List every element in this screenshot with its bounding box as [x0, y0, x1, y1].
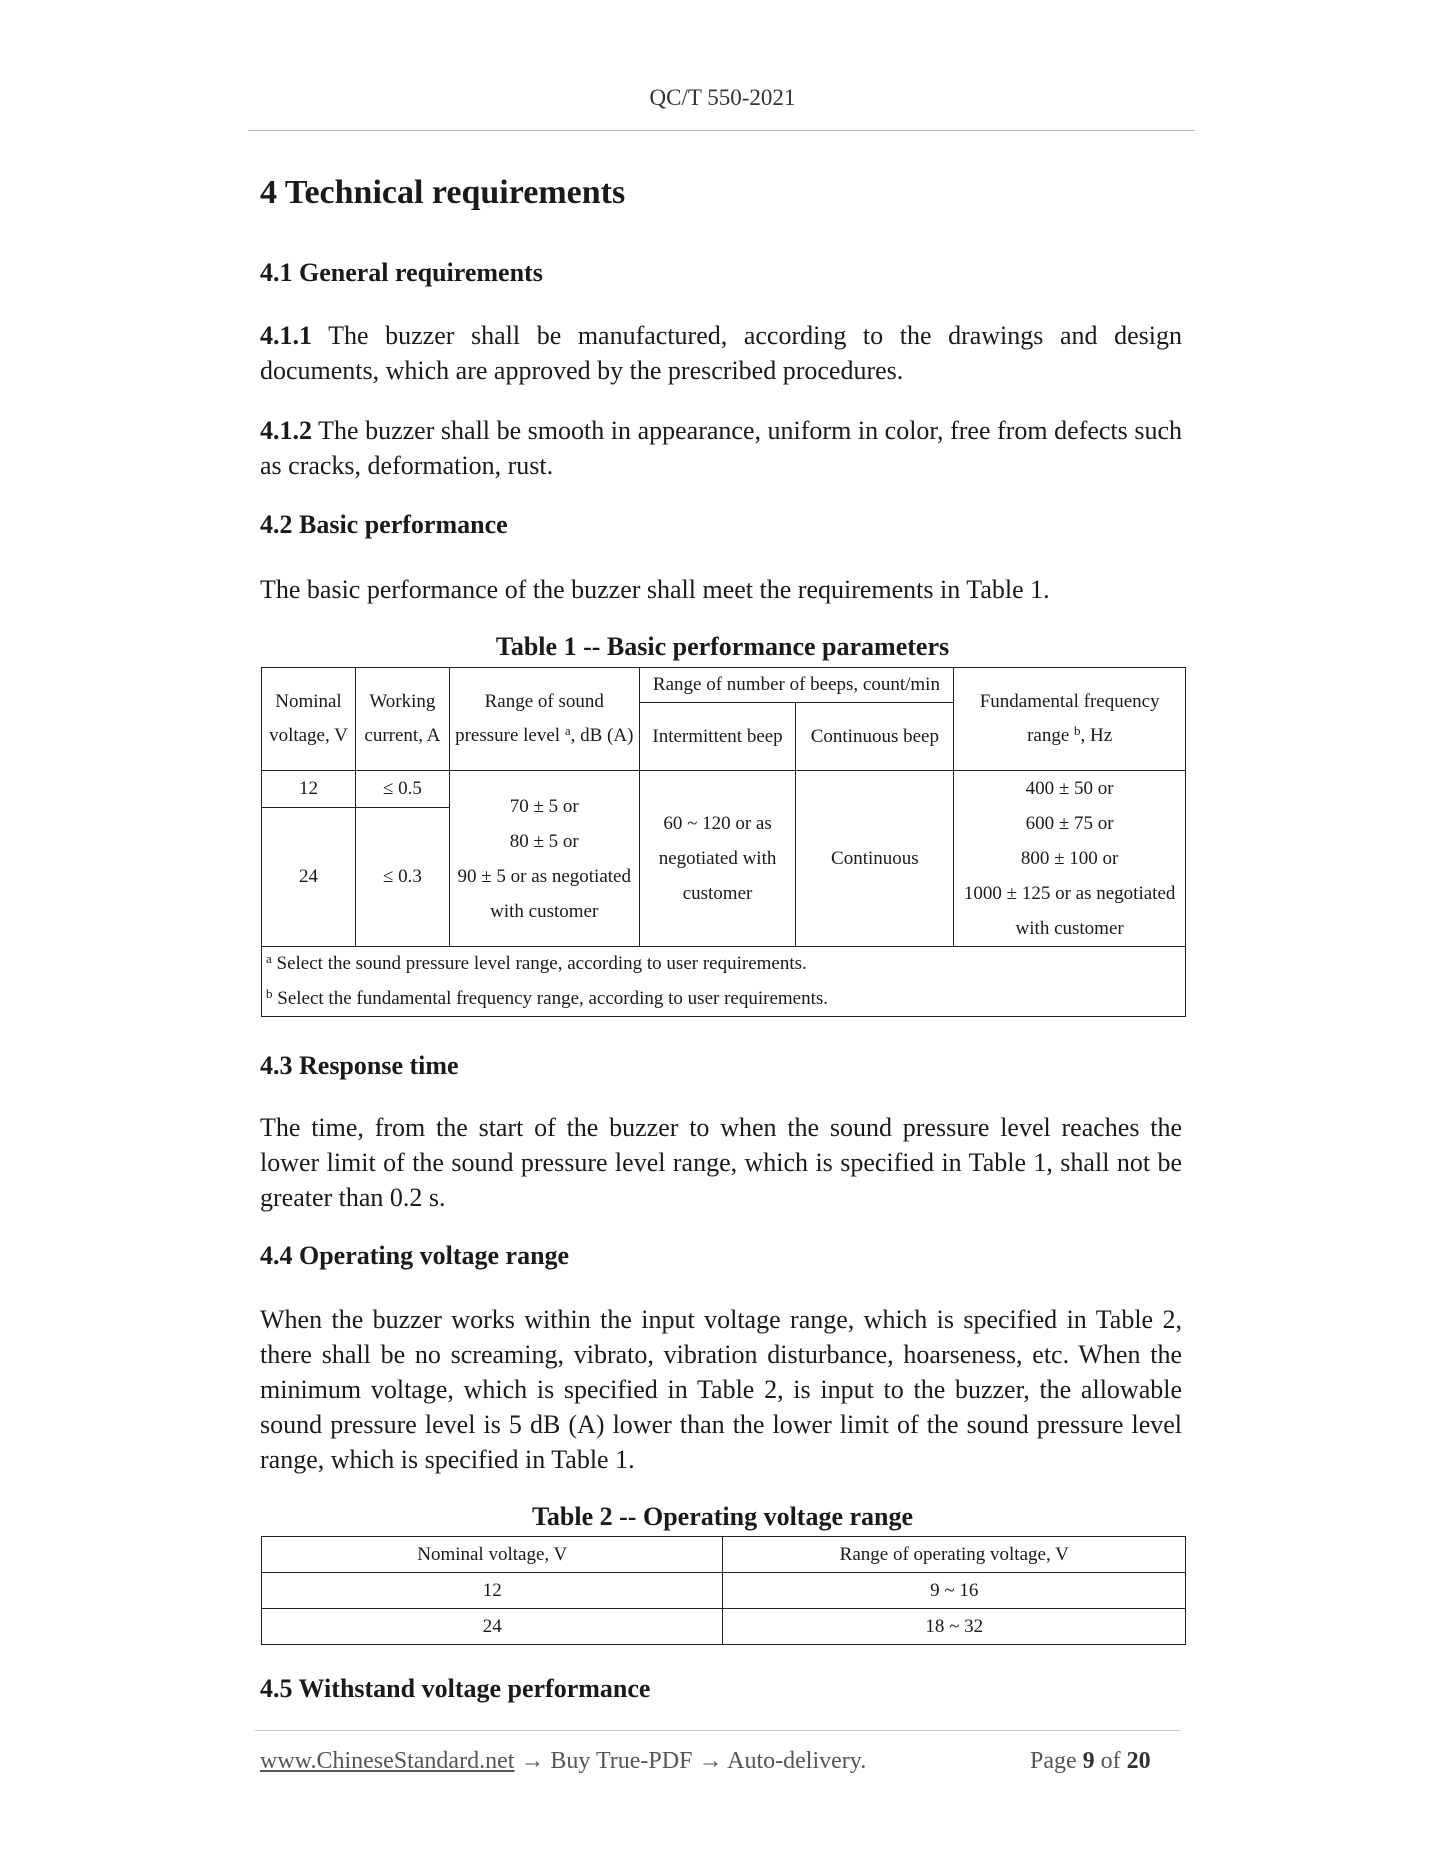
paragraph-4-1-1 [260, 318, 1182, 388]
delivery-text: Auto-delivery. [727, 1748, 867, 1774]
running-header: QC/T 550-2021 [649, 85, 796, 110]
footnote-mark: a [266, 951, 272, 967]
footnote-mark: b [266, 985, 273, 1001]
th-freq-unit: , Hz [1080, 725, 1113, 746]
header-divider [248, 130, 1195, 131]
cell-voltage: 12 [262, 771, 356, 808]
page-word: Page [1030, 1748, 1083, 1774]
page-number: 9 [1082, 1748, 1095, 1774]
heading-4-5: 4.5 Withstand voltage performance [260, 1674, 651, 1703]
table2 [261, 1536, 1186, 1645]
th-working-current: Working current, A [355, 668, 449, 771]
cell-frequency [954, 771, 1186, 947]
cell-current: ≤ 0.5 [355, 771, 449, 808]
th-continuous-beep: Continuous beep [796, 703, 954, 771]
paragraph-4-3: The time, from the start of the buzzer to when the sound pressure level reaches the lower limit of the sound pressure level range, which is specified in Table 1, shall not be greater than 0.2 s. [260, 1113, 1182, 1212]
table1-footnote-b [262, 982, 1186, 1017]
clause-number: 4.1.2 [260, 416, 312, 445]
footnote-text: Select the sound pressure level range, according to user requirements. [271, 953, 807, 975]
cell-line: 600 ± 75 or [1025, 813, 1114, 834]
paragraph-4-4: When the buzzer works within the input voltage range, which is specified in Table 2, there shall be no screaming, vibrato, vibration disturbance, hoarseness, etc. When the minimum voltage, which is specified in Table 2, is input to the buzzer, the allowable sound pressure level is 5 dB (A) lower than the lower limit of the sound pressure level range, which is specified in Table 1. [260, 1305, 1182, 1474]
footnote-mark: a [564, 723, 571, 738]
cell-continuous: Continuous [796, 771, 954, 947]
table2-caption: Table 2 -- Operating voltage range [531, 1502, 914, 1531]
clause-text: The buzzer shall be manufactured, according to the drawings and design documents, which are approved by the prescribed procedures. [260, 321, 1182, 385]
of-word: of [1094, 1748, 1127, 1774]
clause-number: 4.1.1 [260, 321, 312, 350]
table1-caption: Table 1 -- Basic performance parameters [495, 632, 950, 661]
cell-line: with customer [1015, 918, 1124, 939]
heading-4-1: 4.1 General requirements [260, 258, 543, 287]
clause-text: The buzzer shall be smooth in appearance, uniform in color, free from defects such as cracks, deformation, rust. [260, 416, 1182, 480]
cell-line: with customer [490, 900, 599, 922]
page-total: 20 [1126, 1748, 1151, 1774]
cell-current: ≤ 0.3 [355, 807, 449, 946]
cell-line: negotiated with [658, 848, 777, 869]
page-indicator [1030, 1748, 1151, 1775]
cell-line: 60 ~ 120 or as [663, 813, 772, 834]
heading-4-2: 4.2 Basic performance [260, 510, 508, 539]
table-row [262, 771, 1186, 808]
th-operating-voltage-range: Range of operating voltage, V [723, 1537, 1186, 1573]
th-intermittent-beep: Intermittent beep [639, 703, 796, 771]
th-fundamental-frequency [954, 668, 1186, 771]
th-spl-range-text: Range of sound pressure level [455, 691, 604, 746]
cell-line: 800 ± 100 or [1020, 848, 1119, 869]
th-nominal-voltage: Nominal voltage, V [262, 1537, 723, 1573]
th-spl-range [449, 668, 639, 771]
table1 [261, 667, 1186, 1017]
th-freq-text: Fundamental frequency range [979, 691, 1160, 746]
paragraph-4-1-2 [260, 413, 1182, 483]
cell-voltage: 24 [262, 807, 356, 946]
heading-4-3: 4.3 Response time [260, 1051, 459, 1080]
heading-4-4: 4.4 Operating voltage range [260, 1241, 570, 1270]
footnote-text: Select the fundamental frequency range, according to user requirements. [272, 987, 829, 1009]
section-title: 4 Technical requirements [260, 174, 626, 211]
cell-range: 9 ~ 16 [723, 1573, 1186, 1609]
cell-line: 90 ± 5 or as negotiated [457, 865, 631, 887]
cell-intermittent [639, 771, 796, 947]
paragraph-4-2: The basic performance of the buzzer shall meet the requirements in Table 1. [260, 575, 1050, 604]
th-spl-range-unit: , dB (A) [570, 725, 634, 746]
footer-promo [260, 1748, 866, 1775]
cell-line: 1000 ± 125 or as negotiated [963, 883, 1176, 904]
arrow-icon: → [692, 1748, 728, 1774]
cell-voltage: 12 [262, 1573, 723, 1609]
buy-link[interactable]: Buy True-PDF [550, 1748, 693, 1774]
cell-voltage: 24 [262, 1609, 723, 1645]
site-link[interactable]: www.ChineseStandard.net [260, 1748, 515, 1774]
cell-spl-range [449, 771, 639, 947]
cell-range: 18 ~ 32 [723, 1609, 1186, 1645]
table-row [262, 1609, 1186, 1645]
arrow-icon: → [514, 1748, 551, 1774]
footer-divider [255, 1730, 1180, 1731]
cell-line: 400 ± 50 or [1025, 778, 1114, 799]
footnote-mark: b [1074, 723, 1081, 738]
table1-footnote-a [262, 947, 1186, 982]
cell-line: customer [682, 883, 753, 904]
cell-line: 70 ± 5 or [509, 795, 579, 817]
th-nominal-voltage: Nominal voltage, V [262, 668, 356, 771]
table-row [262, 1573, 1186, 1609]
cell-line: 80 ± 5 or [509, 830, 579, 852]
th-beeps-group: Range of number of beeps, count/min [639, 668, 954, 703]
